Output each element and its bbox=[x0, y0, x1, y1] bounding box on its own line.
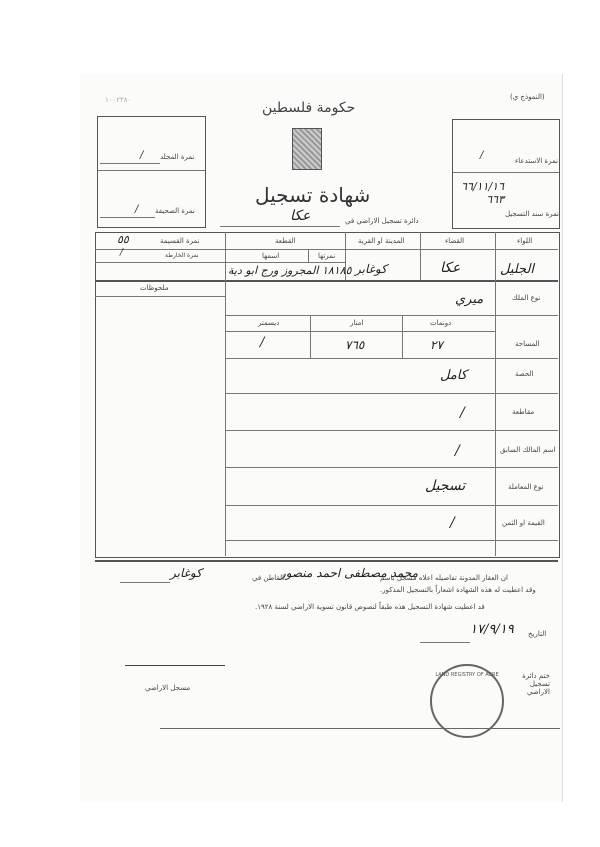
divider bbox=[100, 163, 160, 164]
divider bbox=[225, 393, 558, 394]
resident-value: كوغابر bbox=[170, 566, 202, 580]
village-value: كوغابر bbox=[355, 262, 387, 276]
district-value: الجليل bbox=[500, 262, 535, 277]
divider bbox=[98, 170, 205, 171]
form-label: (النموذج ي) bbox=[510, 93, 545, 101]
divider bbox=[95, 262, 345, 263]
divider bbox=[225, 505, 558, 506]
plot-value: ٥٥ bbox=[117, 233, 129, 246]
bounds-value: / bbox=[460, 405, 465, 421]
divider bbox=[310, 315, 311, 358]
divider bbox=[308, 249, 309, 262]
office-underline bbox=[220, 226, 340, 227]
dunams-label: دونمات bbox=[430, 319, 452, 327]
divider bbox=[95, 280, 558, 282]
price-value: / bbox=[450, 515, 455, 531]
stamp-text: LAND REGISTRY OF ACRE bbox=[435, 672, 499, 678]
village-label: المدينة او القرية bbox=[358, 237, 405, 245]
district-label: اللواء bbox=[517, 237, 533, 245]
date-value: ١٧/٩/١٩ bbox=[470, 622, 514, 637]
request-value: / bbox=[480, 150, 484, 161]
prev-owner-label: اسم المالك السابق bbox=[500, 446, 556, 454]
divider bbox=[225, 331, 495, 332]
transaction-value: تسجيل bbox=[425, 478, 466, 494]
registrar-signature bbox=[125, 665, 225, 666]
dunams-value: ٢٧ bbox=[430, 338, 443, 352]
transaction-label: نوع المعاملة bbox=[508, 483, 544, 491]
subdistrict-value: عكا bbox=[440, 260, 461, 276]
government-title: حكومة فلسطين bbox=[262, 100, 356, 116]
divider bbox=[225, 430, 558, 431]
owner-name: محمد مصطفى احمد منصور bbox=[280, 566, 419, 580]
share-value: كامل bbox=[440, 368, 467, 383]
meters-label: امتار bbox=[350, 319, 364, 327]
prev-owner-value: / bbox=[455, 443, 460, 459]
divider bbox=[225, 467, 558, 468]
resident-label: القاطن في bbox=[252, 574, 285, 582]
parcel-name-label: اسمها bbox=[262, 252, 280, 260]
divider bbox=[420, 232, 421, 280]
deed-value: ٦٦/١١/١٦ ٦٦٣ bbox=[461, 180, 504, 206]
volume-value: / bbox=[140, 150, 144, 161]
divider bbox=[225, 232, 226, 556]
divider bbox=[495, 232, 496, 556]
land-registry-stamp-icon bbox=[430, 664, 504, 738]
plot-label: نمرة القسيمة bbox=[160, 237, 200, 245]
map-value: / bbox=[120, 248, 124, 258]
page-value: / bbox=[135, 204, 139, 215]
share-label: الحصة bbox=[515, 370, 534, 378]
divider bbox=[225, 315, 558, 316]
price-label: القيمة او الثمن bbox=[502, 519, 545, 527]
bounds-label: مقاطعة bbox=[512, 408, 535, 416]
notes-label: ملحوظات bbox=[140, 284, 169, 292]
volume-label: نمرة المجلد bbox=[160, 153, 195, 161]
page-label: نمرة الصحيفة bbox=[155, 207, 195, 215]
parcel-value: ١٨١٨٥ المجروز ورج ابو دية bbox=[228, 264, 352, 277]
map-label: نمرة الخارطة bbox=[165, 252, 199, 259]
decimeters-label: ديسمتر bbox=[258, 319, 280, 327]
divider bbox=[453, 172, 559, 173]
office-value: عكا bbox=[290, 208, 311, 224]
statement-line2: وقد اعطيت له هذه الشهادة اشعاراً بالتسجيل المذكور. bbox=[380, 586, 536, 594]
decimeters-value: / bbox=[260, 335, 265, 350]
divider bbox=[225, 540, 558, 541]
divider bbox=[120, 582, 170, 583]
divider bbox=[95, 296, 225, 297]
office-label: دائرة تسجيل الاراضي في bbox=[345, 217, 419, 225]
statement-line3: قد اعطيت شهادة التسجيل هذه طبقاً لنصوص قانون تسوية الاراضي لسنة ١٩٢٨. bbox=[255, 603, 485, 611]
request-label: نمرة الاستدعاء bbox=[515, 157, 558, 165]
statement-line1: ان العقار المدونة تفاصيله اعلاه مسجل باسم bbox=[380, 574, 508, 582]
ref-number: ١٠٠٢٣٨٠ bbox=[105, 96, 132, 104]
registrar-label: مسجل الاراضي bbox=[145, 684, 191, 692]
ownership-type-label: نوع الملك bbox=[512, 294, 541, 302]
parcel-number-label: نمرتها bbox=[318, 252, 336, 260]
divider bbox=[225, 358, 558, 359]
subdistrict-label: القضاء bbox=[445, 237, 465, 245]
parcel-label: القطعة bbox=[275, 237, 296, 245]
certificate-title: شهادة تسجيل bbox=[255, 183, 371, 207]
meters-value: ٧٦٥ bbox=[345, 338, 365, 352]
ownership-type-value: ميري bbox=[455, 292, 484, 307]
coat-of-arms-icon bbox=[292, 128, 322, 170]
area-label: المساحة bbox=[515, 340, 540, 348]
date-label: التاريخ bbox=[528, 630, 547, 638]
divider bbox=[402, 315, 403, 358]
stamp-label: ختم دائرة تسجيل الاراضي bbox=[522, 672, 550, 696]
divider bbox=[100, 217, 155, 218]
divider bbox=[420, 642, 470, 643]
divider bbox=[95, 249, 558, 250]
divider bbox=[95, 560, 558, 562]
deed-label: نمرة سند التسجيل bbox=[505, 210, 559, 218]
divider bbox=[160, 728, 560, 729]
